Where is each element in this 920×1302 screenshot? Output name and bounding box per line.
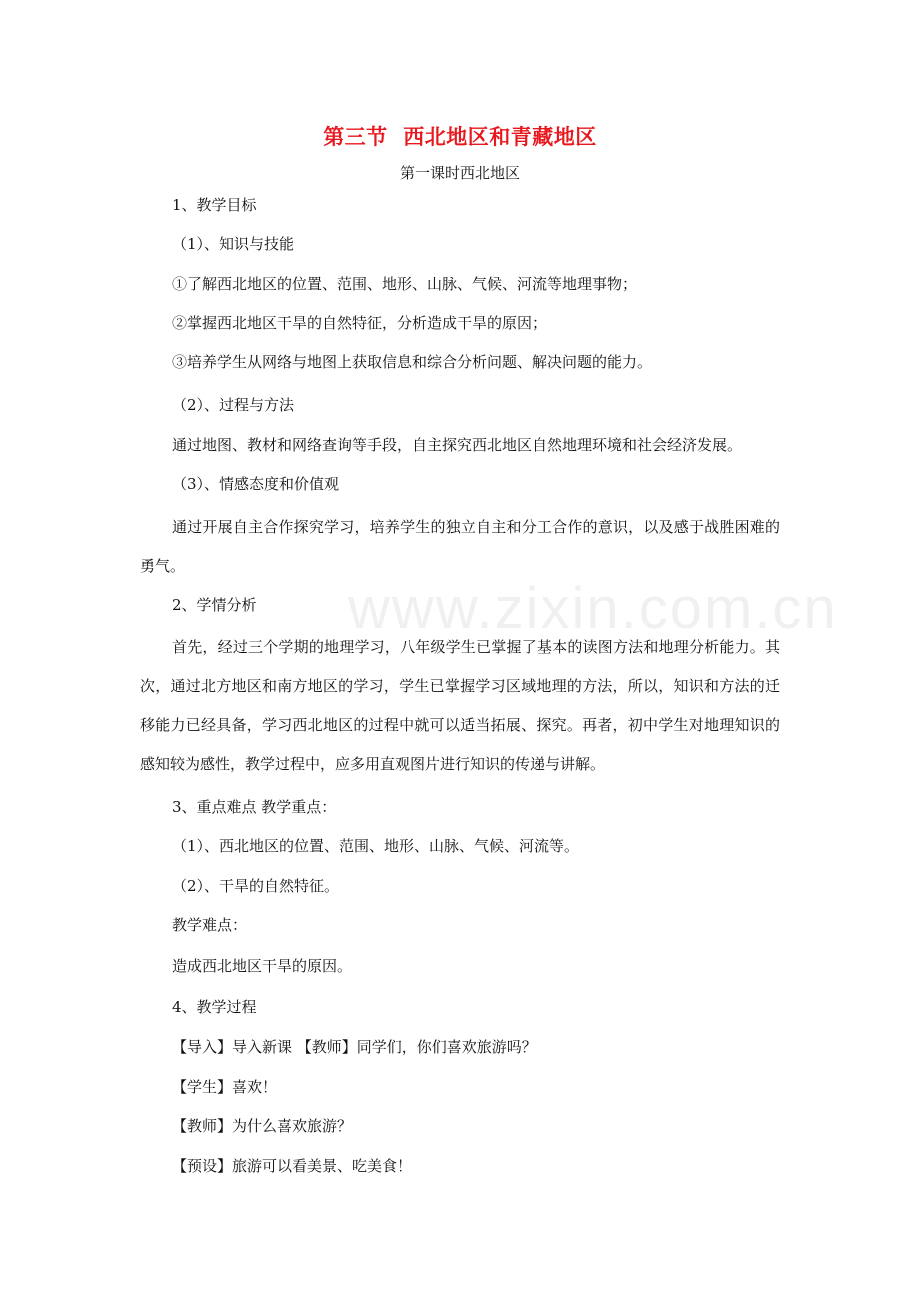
dialogue-line-3: 【教师】为什么喜欢旅游？ bbox=[172, 1117, 353, 1135]
student-analysis-paragraph: 首先，经过三个学期的地理学习，八年级学生已掌握了基本的读图方法和地理分析能力。其次，通过北方地区和南方地区的学习，学生已掌握学习区域地理的方法，所以，知识和方法的迁移能力已经具备，学习西北地区的过程中就可以适当拓展、探究。再者，初中学生对地理知识的感知较为感性，教学过程中，应多用直观图片进行知识的传递与讲解。 bbox=[140, 638, 780, 773]
heading-key-points: 3、重点难点 教学重点： bbox=[172, 798, 337, 816]
goal-item-3: ③培养学生从网络与地图上获取信息和综合分析问题、解决问题的能力。 bbox=[172, 353, 653, 371]
difficulty-text: 造成西北地区干旱的原因。 bbox=[172, 957, 353, 975]
key-point-1: （1）、西北地区的位置、范围、地形、山脉、气候、河流等。 bbox=[172, 837, 580, 855]
dialogue-line-2: 【学生】喜欢！ bbox=[172, 1078, 278, 1096]
key-point-2: （2）、干旱的自然特征。 bbox=[172, 877, 340, 895]
section-title: 第三节 西北地区和青藏地区 bbox=[323, 124, 597, 149]
heading-difficulty: 教学难点： bbox=[172, 916, 248, 934]
subheading-process-method: （2）、过程与方法 bbox=[172, 396, 295, 414]
subheading-attitude-values: （3）、情感态度和价值观 bbox=[172, 475, 340, 493]
heading-teaching-goals: 1、教学目标 bbox=[172, 196, 257, 214]
goal-item-1: ①了解西北地区的位置、范围、地形、山脉、气候、河流等地理事物； bbox=[172, 275, 638, 293]
goal-item-2: ②掌握西北地区干旱的自然特征，分析造成干旱的原因； bbox=[172, 314, 548, 332]
lesson-subtitle: 第一课时西北地区 bbox=[399, 164, 520, 182]
subheading-knowledge-skills: （1）、知识与技能 bbox=[172, 235, 295, 253]
attitude-values-paragraph: 通过开展自主合作探究学习，培养学生的独立自主和分工合作的意识，以及感于战胜困难的勇气。 bbox=[140, 518, 780, 575]
heading-student-analysis: 2、学情分析 bbox=[172, 596, 257, 614]
dialogue-line-4: 【预设】旅游可以看美景、吃美食！ bbox=[172, 1157, 413, 1175]
process-method-text: 通过地图、教材和网络查询等手段，自主探究西北地区自然地理环境和社会经济发展。 bbox=[172, 436, 743, 454]
dialogue-line-1: 【导入】导入新课 【教师】同学们，你们喜欢旅游吗？ bbox=[172, 1038, 537, 1056]
watermark: www.zixin.com.cn bbox=[348, 576, 838, 641]
heading-teaching-process: 4、教学过程 bbox=[172, 998, 257, 1016]
